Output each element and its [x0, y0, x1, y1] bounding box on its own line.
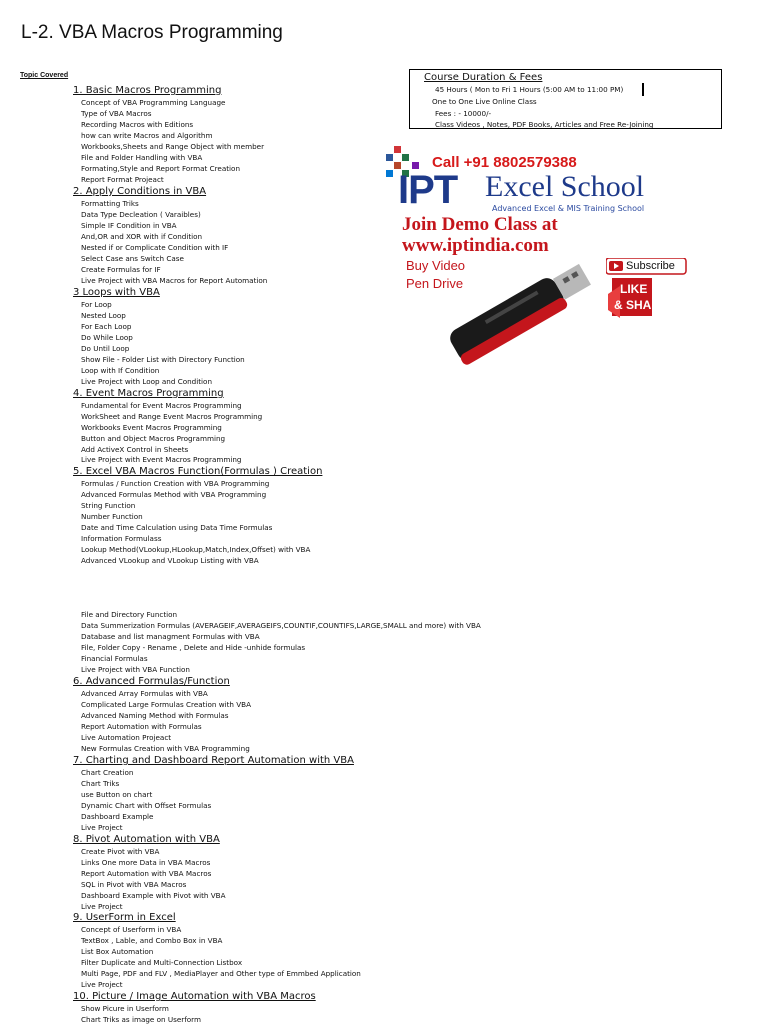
section-heading: 7. Charting and Dashboard Report Automation with VBA	[73, 755, 354, 766]
brand-excel-school: Excel School	[485, 170, 645, 203]
topic-item: Data Type Decleation ( Varaibles)	[81, 210, 201, 219]
topic-item: WorkSheet and Range Event Macros Programming	[81, 412, 263, 421]
topic-item: Financial Formulas	[81, 654, 148, 663]
topic-item: Lookup Method(VLookup,HLookup,Match,Index,Offset) with VBA	[81, 545, 311, 554]
topic-item: Advanced Array Formulas with VBA	[81, 689, 208, 698]
topic-item: Live Project	[81, 980, 123, 989]
topic-item: Create Formulas for IF	[81, 265, 161, 274]
topic-item: how can write Macros and Algorithm	[81, 131, 213, 140]
topic-item: Nested if or Complicate Condition with IF	[81, 243, 229, 252]
course-line: 45 Hours ( Mon to Fri 1 Hours (5:00 AM to 11:00 PM)	[435, 85, 624, 94]
topic-item: Fundamental for Event Macros Programming	[81, 401, 242, 410]
topic-covered-label: Topic Covered	[20, 72, 69, 79]
section-heading: 9. UserForm in Excel	[73, 912, 176, 923]
topic-item: Live Project	[81, 902, 123, 911]
brand-ipt: IPT	[398, 168, 458, 212]
topic-item: Data Summerization Formulas (AVERAGEIF,AVERAGEIFS,COUNTIF,COUNTIFS,LARGE,SMALL and more) with VBA	[81, 621, 481, 630]
topic-item: Chart Creation	[81, 768, 134, 777]
topic-item: Report Format Projeact	[81, 175, 164, 184]
topic-item: Chart Triks as image on Userform	[81, 1015, 201, 1024]
website-url: www.iptindia.com	[402, 235, 549, 256]
call-number: Call +91 8802579388	[432, 154, 577, 171]
topic-item: Workbooks Event Macros Programming	[81, 423, 222, 432]
topic-item: File and Directory Function	[81, 610, 178, 619]
topic-item: Live Project with Loop and Condition	[81, 377, 212, 386]
topic-item: Do Until Loop	[81, 344, 130, 353]
topic-item: Button and Object Macros Programming	[81, 434, 226, 443]
topic-item: Dashboard Example	[81, 812, 154, 821]
topic-item: SQL in Pivot with VBA Macros	[81, 880, 187, 889]
course-line: Fees : - 10000/-	[435, 109, 492, 118]
topic-item: Advanced Naming Method with Formulas	[81, 711, 229, 720]
section-heading: 2. Apply Conditions in VBA	[73, 186, 207, 197]
page-title: L-2. VBA Macros Programming	[21, 22, 283, 43]
usb-pen-drive-icon	[424, 250, 614, 370]
topic-item: TextBox , Lable, and Combo Box in VBA	[81, 936, 223, 945]
topic-item: Formating,Style and Report Format Creation	[81, 164, 241, 173]
share-text: & SHARE	[614, 298, 669, 312]
topic-item: Dashboard Example with Pivot with VBA	[81, 891, 226, 900]
topic-item: Complicated Large Formulas Creation with VBA	[81, 700, 252, 709]
topic-item: Create Pivot with VBA	[81, 847, 160, 856]
topic-item: Add ActiveX Control in Sheets	[81, 445, 189, 454]
section-heading: 5. Excel VBA Macros Function(Formulas ) Creation	[73, 466, 323, 477]
topic-item: Formatting Triks	[81, 199, 139, 208]
course-heading: Course Duration & Fees	[424, 72, 543, 83]
topic-item: Recording Macros with Editions	[81, 120, 194, 129]
brand-tagline: Advanced Excel & MIS Training School	[492, 204, 645, 213]
section-heading: 8. Pivot Automation with VBA	[73, 834, 220, 845]
topic-item: String Function	[81, 501, 136, 510]
course-line: Class Videos , Notes, PDF Books, Articles and Free Re-Joining	[435, 120, 654, 129]
topic-item: New Formulas Creation with VBA Programming	[81, 744, 250, 753]
topic-item: Select Case ans Switch Case	[81, 254, 184, 263]
topic-item: Number Function	[81, 512, 143, 521]
topic-item: Nested Loop	[81, 311, 126, 320]
topic-item: Advanced Formulas Method with VBA Programming	[81, 490, 267, 499]
course-line: One to One Live Online Class	[432, 97, 537, 106]
topic-item: For Each Loop	[81, 322, 132, 331]
topic-item: Information Formulass	[81, 534, 162, 543]
text-cursor	[642, 83, 644, 96]
topic-item: Concept of VBA Programming Language	[81, 98, 226, 107]
topic-item: Do While Loop	[81, 333, 133, 342]
buy-video-text: Buy Video	[406, 258, 466, 273]
section-heading: 10. Picture / Image Automation with VBA Macros	[73, 991, 316, 1002]
topic-item: List Box Automation	[81, 947, 154, 956]
subscribe-text: Subscribe	[626, 260, 675, 272]
topic-item: Report Automation with Formulas	[81, 722, 202, 731]
topic-item: Workbooks,Sheets and Range Object with member	[81, 142, 265, 151]
course-info-box	[409, 69, 722, 129]
topic-item: Show Picure in Userform	[81, 1004, 169, 1013]
section-heading: 4. Event Macros Programming	[73, 388, 224, 399]
topic-item: Type of VBA Macros	[81, 109, 152, 118]
topic-item: And,OR and XOR with if Condition	[81, 232, 203, 241]
topic-item: Dynamic Chart with Offset Formulas	[81, 801, 212, 810]
topic-item: Show File - Folder List with Directory Function	[81, 355, 245, 364]
topic-item: Live Project with Event Macros Programming	[81, 455, 242, 464]
topic-item: Live Automation Projeact	[81, 733, 172, 742]
topic-item: Chart Triks	[81, 779, 120, 788]
topic-item: Links One more Data in VBA Macros	[81, 858, 211, 867]
topic-item: Concept of Userform in VBA	[81, 925, 182, 934]
topic-item: Simple IF Condition in VBA	[81, 221, 177, 230]
topic-item: Multi Page, PDF and FLV , MediaPlayer and Other type of Emmbed Application	[81, 969, 361, 978]
topic-item: Date and Time Calculation using Data Time Formulas	[81, 523, 273, 532]
topic-item: File, Folder Copy - Rename , Delete and Hide -unhide formulas	[81, 643, 306, 652]
topic-item: use Button on chart	[81, 790, 153, 799]
subscribe-badge	[606, 258, 688, 332]
demo-class-text: Join Demo Class at	[402, 214, 558, 235]
topic-item: Live Project with VBA Macros for Report Automation	[81, 276, 268, 285]
topic-item: Database and list managment Formulas with VBA	[81, 632, 260, 641]
topic-item: Filter Duplicate and Multi-Connection Listbox	[81, 958, 243, 967]
topic-item: For Loop	[81, 300, 112, 309]
pen-drive-text: Pen Drive	[406, 276, 464, 291]
topic-item: Loop with If Condition	[81, 366, 160, 375]
like-text: LIKE	[620, 282, 648, 296]
topic-item: Report Automation with VBA Macros	[81, 869, 212, 878]
section-heading: 3 Loops with VBA	[73, 287, 160, 298]
promo-banner	[380, 140, 690, 380]
topic-item: Formulas / Function Creation with VBA Programming	[81, 479, 270, 488]
topic-item: Live Project	[81, 823, 123, 832]
topic-item: Live Project with VBA Function	[81, 665, 190, 674]
section-heading: 1. Basic Macros Programming	[73, 85, 222, 96]
topic-item: File and Folder Handling with VBA	[81, 153, 203, 162]
topic-item: Advanced VLookup and VLookup Listing with VBA	[81, 556, 259, 565]
section-heading: 6. Advanced Formulas/Function	[73, 676, 230, 687]
